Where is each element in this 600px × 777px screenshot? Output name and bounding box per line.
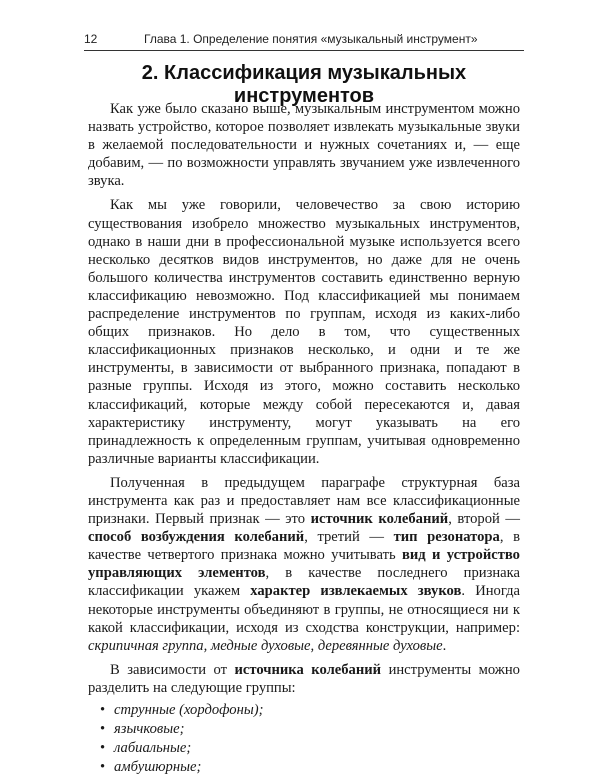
paragraph-3-text: . Иногда некоторые инструменты объединяют в группы, не относящиеся ни к какой классификации, исходя из сходства конструкции, например: xyxy=(88,583,521,636)
instrument-groups-list xyxy=(88,701,520,776)
paragraph-3-text: , в качестве последнего признака классификации укажем xyxy=(88,565,520,600)
body-text xyxy=(88,100,520,777)
paragraph-3-text: , третий — xyxy=(304,529,394,546)
term-vibration-source-2: источника колебаний xyxy=(234,661,382,678)
paragraph-3 xyxy=(88,474,520,655)
paragraph-3-text: , второй — xyxy=(448,511,520,528)
running-header xyxy=(84,32,524,51)
section-title: 2. Классификация музыкальных инструментов xyxy=(141,62,467,107)
list-item-text: язычковые; xyxy=(114,721,185,738)
paragraph-4-text: В зависимости от xyxy=(110,661,235,678)
list-item xyxy=(100,720,520,738)
list-item-text: амбушюрные; xyxy=(114,759,202,776)
list-item-text: струнные (хордофоны); xyxy=(114,702,264,718)
paragraph-4 xyxy=(88,661,520,697)
term-resonator-type: тип резонатора xyxy=(393,529,500,546)
term-sound-character: характер извлекаемых звуков xyxy=(250,583,462,600)
list-item xyxy=(100,701,520,719)
bullet-icon: • xyxy=(100,759,106,776)
paragraph-3-text: . xyxy=(442,637,447,654)
list-item-text: лабиальные; xyxy=(114,740,192,757)
bullet-icon: • xyxy=(100,721,106,738)
term-excitation-method: способ возбуждения колебаний xyxy=(88,529,305,546)
term-vibration-source: источник колебаний xyxy=(310,511,449,528)
term-control-elements: вид и устройство управляющих элементов xyxy=(88,547,520,582)
page-number: 12 xyxy=(84,32,98,46)
paragraph-1: Как уже было сказано выше, музыкальным инструментом можно назвать устройство, которое позволяет извлекать музыкальные звуки в желаемой последовательности и нужных сочетаниях и, — еще добавим, — по возможности управлять звучанием уже извлеченного звука. xyxy=(88,101,520,190)
list-item xyxy=(100,739,520,757)
paragraph-4-text: инструменты можно разделить на следующие группы: xyxy=(88,661,520,696)
list-item xyxy=(100,758,520,776)
example-groups: скрипичная группа, медные духовые, деревянные духовые xyxy=(88,637,443,654)
paragraph-3-text: , в качестве четвертого признака можно учитывать xyxy=(88,529,520,564)
chapter-title: Глава 1. Определение понятия «музыкальный инструмент» xyxy=(144,32,478,46)
bullet-icon: • xyxy=(100,702,106,718)
bullet-icon: • xyxy=(100,740,106,757)
paragraph-3-text: Полученная в предыдущем параграфе структурная база инструмента как раз и предоставляет нам все классификационные признаки. Первый признак — это xyxy=(88,474,520,528)
paragraph-2: Как мы уже говорили, человечество за свою историю существования изобрело множество музыкальных инструментов, однако в наши дни в профессиональной музыке используется всего несколько десятков видов инструментов, но даже для не очень большого количества инструментов составить единственно верную классификацию невозможно. Под классификацией мы понимаем распределение инструментов по группам, исходя из каких-либо общих признаков. Но дело в том, что существенных классификационных признаков несколько, и одни и те же инструменты, в зависимости от выбранного признака, попадают в разные группы. Исходя из этого, можно составить несколько классификаций, которые между собой пересекаются и, давая характеристику инструменту, могут указывать на его принадлежность к определенным группам, учитывая одновременно различные варианты классификации. xyxy=(88,197,520,467)
